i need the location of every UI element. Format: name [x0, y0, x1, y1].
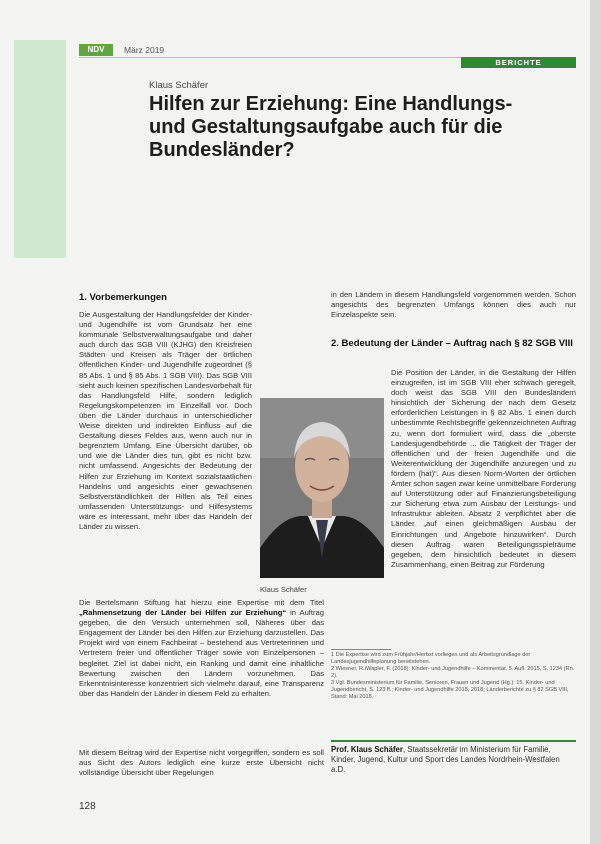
journal-badge: NDV: [79, 44, 113, 56]
bio-text: , Staatssekretär im Ministerium für Familie, Kinder, Jugend, Kultur und Sport des Landes Nordrhein-Westfalen a.D.: [331, 745, 560, 775]
section-label: BERICHTE: [461, 57, 576, 68]
footnote-rule: [331, 649, 391, 650]
right-paragraph-2: Die Position der Länder, in die Gestaltung der Hilfen einzugreifen, ist im SGB VIII eher schwach geregelt, doch weist das SGB VIII den Bundesländern hinsichtlich der Sicherung der nach dem Gesetz erforderlichen Leistungen in § 82 Abs. 1 einen durch unbestimmte Rechtsbegriffe gekennzeichneten Auftrag zu, wenn dort formuliert wird, dass die „oberste Landesjugendbehörde ... die Tätigkeit der Träger der öffentlichen und der freien Jugendhilfe und die Weiterentwicklung der Jugendhilfe anzuregen und zu fördern (hat)“. Aus diesen Norm-Worten der örtlichen Ämter schon sagen zwar keine unmittelbare Forderung auf Unterstützung oder auf Finanzierungsbeteiligung zur Sicherung etwa zum Ausbau der Leistungs- und Infrastruktur ableiten. Absatz 2 verpflichtet aber die Länder „auf einen gleichmäßigen Ausbau der Einrichtungen und Angebote hinzuwirken“. Durch diesen Auftrag waren Beteiligungsspielräume gegeben, dem hinsichtlich bedeutet in diesem Zusammenhang, einen Beitrag zur Förderung: [391, 368, 576, 569]
footnote-1: 1 Die Expertise wird zum Frühjahr/Herbst vorliegen und als Arbeitsgrundlage der Landesjugendhilfeplanung bereitstehen.: [331, 652, 531, 665]
right-paragraph-1: in den Ländern in diesem Handlungsfeld vorgenommen werden. Schon angesichts des begrenzten Umfangs können dies auch nur Einzelaspekte sein.: [331, 290, 576, 320]
footnote-2: 2 Wiesner, R./Wapler, F. (2018): Kinder- und Jugendhilfe – Kommentar, 5. Aufl. 2015, S. 1234 (Rn. 2).: [331, 666, 575, 679]
section-heading-1: 1. Vorbemerkungen: [79, 292, 167, 303]
page-number: 128: [79, 801, 96, 812]
footnotes: [331, 652, 576, 701]
author-portrait: [260, 398, 384, 578]
bio-name: Prof. Klaus Schäfer: [331, 745, 403, 754]
portrait-caption: Klaus Schäfer: [260, 585, 307, 594]
section-heading-2: 2. Bedeutung der Länder – Auftrag nach § 82 SGB VIII: [331, 338, 573, 349]
left-paragraph-3: Mit diesem Beitrag wird der Expertise nicht vorgegriffen, sondern es soll aus Sicht des Autors lediglich eine kurze erste Übersicht nicht vollständige Übersicht über Regelungen: [79, 748, 324, 778]
footnote-3: 3 Vgl. Bundesministerium für Familie, Senioren, Frauen und Jugend (Hg.): 15. Kinder- und Jugendbericht, S. 123 ff.; Kinder- und Jugendhilfe 2018, 2018; Länderberichte zu § 82 SGB VIII, Stand: Mai 2018.: [331, 680, 569, 700]
scan-edge: [590, 0, 601, 844]
left-paragraph-2: Die Bertelsmann Stiftung hat hierzu eine Expertise mit dem Titel „Rahmensetzung der Länder bei Hilfen zur Erziehung“ in Auftrag gegeben, die den Versuch unternehmen soll, Näheres über das Engagement der Länder bei den Hilfen zur Erziehung darzustellen. Das Projekt wird von einem Fachbeirat – bestehend aus Vertreterinnen und Vertretern freier und öffentlicher Träger sowie von Einzelpersonen – begleitet. Ziel ist dabei nicht, ein Ranking und damit eine inhaltliche Bewertung zwischen den Ländern vorzunehmen. Das Erkenntnisinteresse konzentriert sich vielmehr darauf, eine Transparenz über das Handeln der Länder in diesem Feld zu erhalten.: [79, 598, 324, 698]
bio-rule: [331, 740, 576, 742]
article-title: Hilfen zur Erziehung: Eine Handlungs- und Gestaltungsaufgabe auch für die Bundesländer?: [149, 93, 513, 161]
issue-date: März 2019: [124, 45, 165, 55]
article-author: Klaus Schäfer: [149, 80, 209, 91]
author-bio: [331, 745, 576, 776]
left-paragraph-1: Die Ausgestaltung der Handlungsfelder der Kinder- und Jugendhilfe ist vom Grundsatz her eine kommunale Selbstverwaltungsaufgabe und daher auch durch das SGB VIII (KJHG) den Kreisfreien Städten und Kreisen als Träger der örtlichen öffentlichen Kinder- und Jugendhilfe zugeordnet (§ 85 Abs. 1 und § 85 Abs. 1 SGB VIII). Das SGB VIII sieht auch keinen spezifischen Landesvorbehalt für das Handlungsfeld Hilfe, sondern lediglich Regelungskompetenzen im Einzelfall vor. Doch üben die Länder durchaus in unterschiedlicher Weise direkten und indirekten Einfluss auf die Gestaltung dieses Feldes aus, wenn auch nur in begrenztem Umfang. Eine Übersicht darüber, ob und wie die Länder dies tun, gibt es nicht bzw. nicht umfassend. Angesichts der Bedeutung der Hilfen zur Erziehung im Kontext sozialstaatlichen Handelns und angesichts einer gewachsenen Selbstverständlichkeit der Hilfen als Teil eines umfassenden Unterstützungs- und Hilfesystems wäre es interessant, mehr über das Handeln der Länder zu wissen.: [79, 310, 252, 531]
portrait-image: [260, 398, 384, 578]
side-color-band: [14, 40, 66, 258]
